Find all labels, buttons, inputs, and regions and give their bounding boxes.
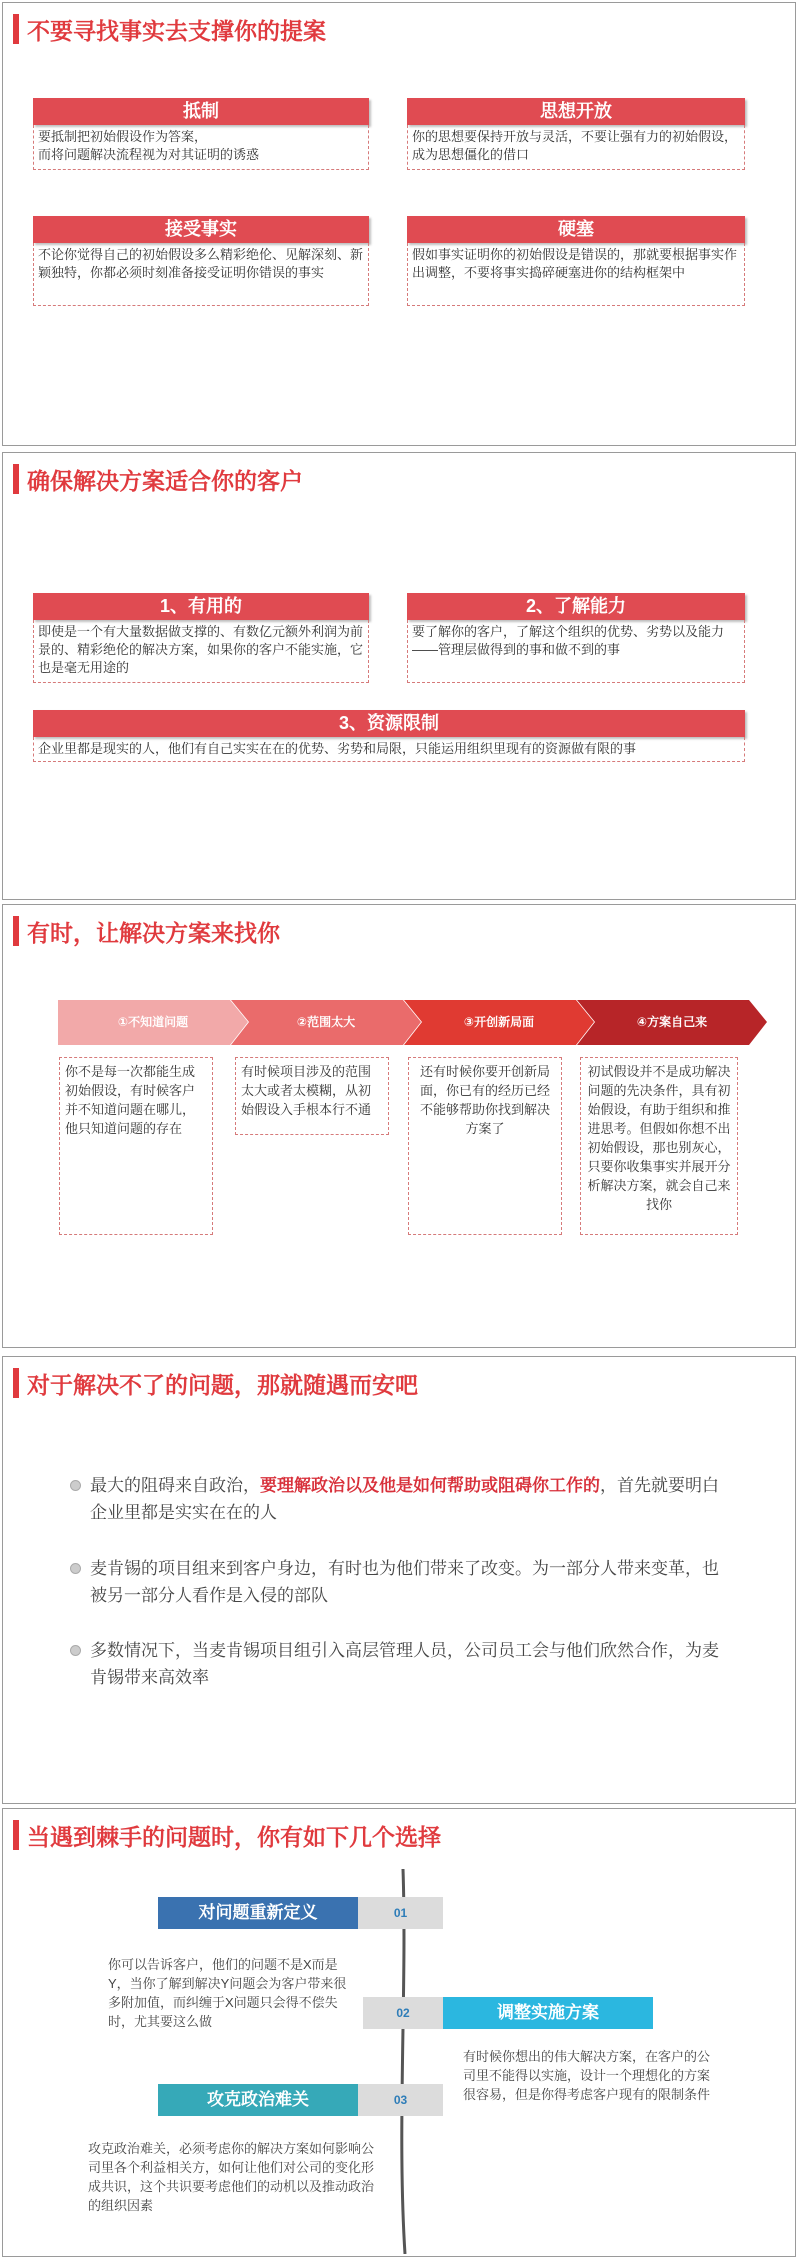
slide-title-text: 有时，让解决方案来找你 — [27, 919, 280, 946]
card-open-mind — [407, 98, 745, 170]
slide-5 — [2, 1808, 796, 2257]
card-understand-capability — [407, 593, 745, 683]
option-3-title: 攻克政治难关 — [158, 2084, 358, 2116]
card-header: 思想开放 — [407, 98, 745, 125]
card-header: 2、了解能力 — [407, 593, 745, 620]
card-header: 3、资源限制 — [33, 710, 745, 737]
title-accent-bar — [13, 916, 19, 946]
bullet-dot-icon — [70, 1480, 81, 1491]
card-resource-limit — [33, 710, 745, 762]
step-3-description: 还有时候你要开创新局面，你已有的经历已经不能够帮助你找到解决方案了 — [408, 1057, 562, 1235]
bullet-item — [90, 1555, 730, 1609]
bullet-text: 最大的阻碍来自政治， — [90, 1476, 260, 1495]
option-1-title: 对问题重新定义 — [158, 1897, 358, 1929]
option-2-description: 有时候你想出的伟大解决方案，在客户的公司里不能得以实施，设计一个理想化的方案很容易，但是你得考虑客户现有的限制条件 — [463, 2049, 711, 2102]
title-accent-bar — [13, 464, 19, 494]
card-body: 要抵制把初始假设作为答案， 而将问题解决流程视为对其证明的诱惑 — [33, 125, 369, 170]
bullet-item — [90, 1472, 730, 1526]
step-label: ④方案自己来 — [636, 1015, 708, 1029]
slide-3 — [2, 904, 796, 1348]
card-header: 接受事实 — [33, 216, 369, 243]
process-step-2 — [231, 1000, 421, 1045]
slide-title-text: 当遇到棘手的问题时，你有如下几个选择 — [27, 1823, 441, 1850]
option-3-description: 攻克政治难关，必须考虑你的解决方案如何影响公司里各个利益相关方，如何让他们对公司的变化形成共识，这个共识要考虑他们的动机以及推动政治的组织因素 — [88, 2141, 375, 2213]
slide-title — [13, 1367, 418, 1399]
card-body: 即使是一个有大量数据做支撑的、有数亿元额外利润为前景的、精彩绝伦的解决方案，如果你的客户不能实施，它也是毫无用途的 — [33, 620, 369, 683]
slide-title-text: 对于解决不了的问题，那就随遇而安吧 — [27, 1371, 418, 1398]
bullet-dot-icon — [70, 1645, 81, 1656]
card-body: 假如事实证明你的初始假设是错误的，那就要根据事实作出调整，不要将事实捣碎硬塞进你的结构框架中 — [407, 243, 745, 306]
process-step-3 — [404, 1000, 594, 1045]
process-step-4 — [577, 1000, 767, 1045]
card-header: 抵制 — [33, 98, 369, 125]
card-body: 要了解你的客户，了解这个组织的优势、劣势以及能力——管理层做得到的事和做不到的事 — [407, 620, 745, 683]
slide-4 — [2, 1356, 796, 1804]
step-label: ①不知道问题 — [117, 1015, 189, 1029]
option-2-title: 调整实施方案 — [443, 1997, 653, 2029]
title-accent-bar — [13, 14, 19, 44]
card-header: 硬塞 — [407, 216, 745, 243]
step-label: ③开创新局面 — [463, 1015, 535, 1029]
option-1-description: 你可以告诉客户，他们的问题不是X而是Y，当你了解到解决Y问题会为客户带来很多附加值，而纠缠于X问题只会得不偿失时，尤其要这么做 — [108, 1957, 347, 2029]
bullet-text: 多数情况下，当麦肯锡项目组引入高层管理人员，公司员工会与他们欣然合作，为麦肯锡带来高效率 — [90, 1641, 719, 1687]
title-accent-bar — [13, 1368, 19, 1398]
bullet-dot-icon — [70, 1563, 81, 1574]
card-resist — [33, 98, 369, 170]
step-1-description: 你不是每一次都能生成初始假设，有时候客户并不知道问题在哪儿，他只知道问题的存在 — [59, 1057, 213, 1235]
card-force-fit — [407, 216, 745, 306]
slide-2 — [2, 452, 796, 900]
slide-title — [13, 1819, 441, 1851]
card-body: 企业里都是现实的人，他们有自己实实在在的优势、劣势和局限，只能运用组织里现有的资源做有限的事 — [33, 737, 745, 762]
option-2-number: 02 — [363, 1997, 443, 2029]
slide-title-text: 不要寻找事实去支撑你的提案 — [27, 17, 326, 44]
bullet-item — [90, 1637, 730, 1691]
card-accept-facts — [33, 216, 369, 306]
process-step-1 — [58, 1000, 248, 1045]
slide-title-text: 确保解决方案适合你的客户 — [27, 467, 303, 494]
option-1-number: 01 — [358, 1897, 443, 1929]
card-body: 你的思想要保持开放与灵活，不要让强有力的初始假设，成为思想僵化的借口 — [407, 125, 745, 170]
slide-title — [13, 13, 326, 45]
slide-1 — [2, 2, 796, 446]
slide-title — [13, 915, 280, 947]
step-4-description: 初试假设并不是成功解决问题的先决条件，具有初始假设，有助于组织和推进思考。但假如你想不出初始假设，那也别灰心，只要你收集事实并展开分析解决方案，就会自己来找你 — [580, 1057, 738, 1235]
bullet-text: 麦肯锡的项目组来到客户身边，有时也为他们带来了改变。为一部分人带来变革，也被另一部分人看作是入侵的部队 — [90, 1559, 719, 1605]
slide-title — [13, 463, 303, 495]
title-accent-bar — [13, 1820, 19, 1850]
bullet-text-tail: ，首先就要明白企业里都是实实在在的人 — [90, 1476, 719, 1522]
card-header: 1、有用的 — [33, 593, 369, 620]
option-3-number: 03 — [358, 2084, 443, 2116]
card-useful — [33, 593, 369, 683]
bullet-highlight: 要理解政治以及他是如何帮助或阻碍你工作的 — [260, 1476, 600, 1495]
card-body: 不论你觉得自己的初始假设多么精彩绝伦、见解深刻、新颖独特，你都必须时刻准备接受证明你错误的事实 — [33, 243, 369, 306]
step-2-description: 有时候项目涉及的范围太大或者太模糊，从初始假设入手根本行不通 — [235, 1057, 389, 1135]
step-label: ②范围太大 — [296, 1015, 356, 1029]
